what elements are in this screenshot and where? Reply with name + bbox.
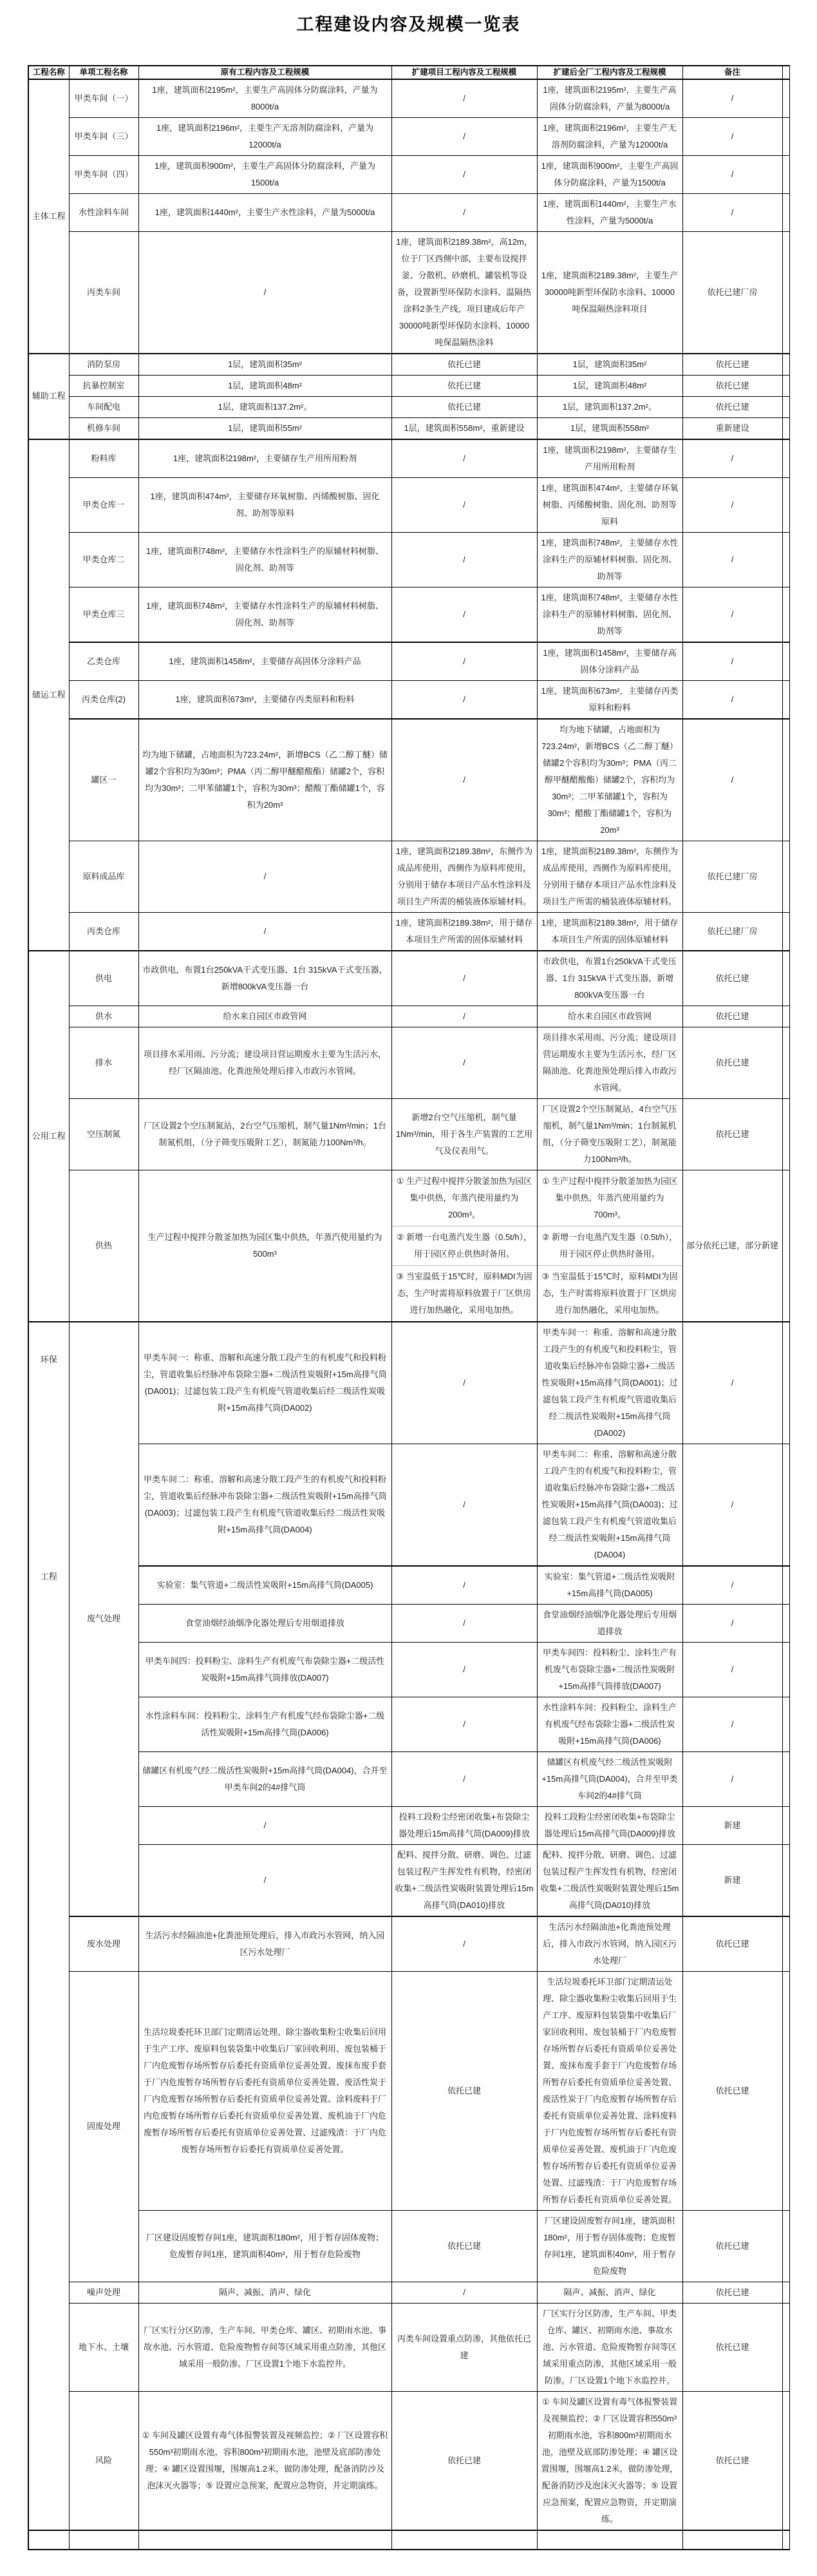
table-row [28,2210,789,2282]
col-header-project-name: 工程名称 [28,66,69,79]
after-expansion-cell: 1层，建筑面积48m² [537,375,682,396]
table-row [28,841,789,912]
table-row [28,354,789,376]
expansion-cell: / [391,2282,537,2303]
sub-part: ③ 当室温低于15℃时，原料MDI为固态，生产时需将原料放置于厂区烘房进行加热融化，采用电加热。 [538,1265,682,1321]
after-expansion-cell: 投料工段粉尘经密闭收集+布袋除尘器处理后15m高排气筒(DA009)排放 [537,1806,682,1844]
sub-project-name-cell: 粉料库 [69,439,138,478]
after-expansion-cell: 1座，建筑面积2189.38m²，主要生产30000吨新型环保防水涂料、10000吨保温隔热涂料项目 [537,231,682,354]
remark-cell: / [682,642,782,681]
expansion-cell: / [391,1604,537,1642]
expansion-cell: / [391,155,537,193]
stub-cell [782,417,789,439]
existing-cell: 厂区设置2个空压制氮站，2台空气压缩机，制气量1Nm³/min；1台制氮机组，（分子筛变压吸附工艺），制氮能力100Nm³/h。 [138,1098,391,1170]
table-body [28,79,789,2550]
stub-cell [782,680,789,719]
remark-cell: 依托已建 [682,1916,782,1972]
after-expansion-cell: 1座，建筑面积1440m²，主要生产水性涂料，产量为5000t/a [537,193,682,231]
table-row [28,117,789,155]
existing-cell: 1层，建筑面积55m² [138,417,391,439]
after-expansion-cell [537,1170,682,1322]
expansion-cell: / [391,587,537,642]
group-name-cell: 环保 工程 [28,1322,69,2530]
sub-project-name-cell: 供电 [69,951,138,1006]
existing-cell: 生活垃圾委托环卫部门定期清运处理、除尘器收集粉尘收集后回用于生产工序、废原料包装袋集中收集后厂家回收利用、废包装桶于厂内危废暂存场所暂存后委托有资质单位妥善处置、废抹布废手套于厂内危废暂存场所暂存后委托有资质单位妥善处置、废活性炭于厂内危废暂存场所暂存后委托有资质单位妥善处置、涂料废料于厂内危废暂存场所暂存后委托有资质单位妥善处置、废机油于厂内危废暂存场所暂存后委托有资质单位妥善处置、过滤残渣：于厂内危废暂存场所暂存后委托有资质单位妥善处置。 [138,1971,391,2210]
sub-project-name-cell: 原料成品库 [69,841,138,912]
expansion-cell: / [391,680,537,719]
expansion-cell [391,2530,537,2550]
remark-cell: / [682,1751,782,1806]
remark-cell: 依托已建 [682,1027,782,1098]
expansion-cell: 依托已建 [391,1971,537,2210]
expansion-cell: / [391,719,537,841]
stub-cell [782,1604,789,1642]
remark-cell: 部分依托已建，部分新建 [682,1170,782,1322]
expansion-cell: 投料工段粉尘经密闭收集+布袋除尘器处理后15m高排气筒(DA009)排放 [391,1806,537,1844]
table-row [28,1642,789,1697]
existing-cell: 储罐区有机废气经二级活性炭吸附+15m高排气筒(DA004)，合并至甲类车间2的4#排气筒 [138,1751,391,1806]
remark-cell: / [682,117,782,155]
table-row [28,1566,789,1605]
stub-cell [782,1971,789,2210]
stub-cell [782,2282,789,2303]
remark-cell: 依托已建厂房 [682,841,782,912]
after-expansion-cell: 1座，建筑面积748m²，主要储存水性涂料生产的原辅材料树脂、固化剂、助剂等 [537,532,682,587]
remark-cell: / [682,1604,782,1642]
existing-cell: 市政供电，布置1台250kVA干式变压器、1台 315kVA干式变压器，新增800kVA变压器一台 [138,951,391,1006]
existing-cell: / [138,1806,391,1844]
sub-project-name-cell: 车间配电 [69,396,138,417]
expansion-cell: / [391,951,537,1006]
after-expansion-cell: 1座，建筑面积2189.38m²，东侧作为成品库使用，西侧作为原料库使用，分别用于储存本项目产品水性涂料及项目生产所需的桶装液体原辅材料。 [537,841,682,912]
expansion-cell: 依托已建 [391,2391,537,2530]
existing-cell: / [138,912,391,951]
page-title: 工程建设内容及规模一览表 [296,15,521,34]
stub-cell [782,375,789,396]
header-row [28,66,789,79]
sub-project-name-cell: 废水处理 [69,1916,138,1972]
existing-cell: / [138,841,391,912]
existing-cell: 生产过程中搅拌分散釜加热为园区集中供热，年蒸汽使用量约为500m³ [138,1170,391,1322]
stub-cell [782,79,789,118]
sub-project-name-cell: 供热 [69,1170,138,1322]
expansion-cell: 1座，建筑面积2189.38m²，东侧作为成品库使用，西侧作为原料库使用，分别用于储存本项目产品水性涂料及项目生产所需的桶装液体原辅材料。 [391,841,537,912]
existing-cell: / [138,231,391,354]
table-row [28,1806,789,1844]
expansion-cell: 依托已建 [391,396,537,417]
after-expansion-cell: 给水来自园区市政管网 [537,1006,682,1027]
existing-cell: 1座，建筑面积2195m²，主要生产高固体分防腐涂料，产量为8000t/a [138,79,391,118]
remark-cell: / [682,1697,782,1751]
table-row [28,396,789,417]
after-expansion-cell: 厂区实行分区防渗，生产车间、甲类仓库、罐区、初期雨水池、事故水池、污水管道、危险废物暂存间等区域采用重点防渗，其他区域采用一般防渗。厂区设置1个地下水监控井。 [537,2303,682,2391]
sub-project-name-cell [69,2530,138,2550]
stub-cell [782,193,789,231]
group-name-cell: 公用工程 [28,951,69,1322]
table-row [28,193,789,231]
stub-cell [782,912,789,951]
after-expansion-cell: 市政供电，布置1台250kVA干式变压器、1台 315kVA干式变压器，新增800kVA变压器一台 [537,951,682,1006]
after-expansion-cell: 甲类车间一：称重、溶解和高速分散工段产生的有机废气和投料粉尘，管道收集后经脉冲布袋除尘器+二级活性炭吸附+15m高排气筒(DA001)；过滤包装工段产生有机废气管道收集后经二级活性炭吸附+15m高排气筒(DA002) [537,1322,682,1444]
table-row [28,1697,789,1751]
after-expansion-cell: 配料、搅拌分散、研磨、调色、过滤包装过程产生挥发性有机物，经密闭收集+二级活性炭吸附装置处理后15m高排气筒(DA010)排放 [537,1844,682,1916]
expansion-cell: / [391,1642,537,1697]
remark-cell: 依托已建厂房 [682,231,782,354]
existing-cell: 1座，建筑面积900m²，主要生产高固体分防腐涂料，产量为1500t/a [138,155,391,193]
table-row [28,79,789,118]
expansion-cell: / [391,1751,537,1806]
expansion-cell [391,1170,537,1322]
existing-cell: 实验室：集气管道+二级活性炭吸附+15m高排气筒(DA005) [138,1566,391,1605]
after-expansion-cell: 项目排水采用雨、污分流；建设项目营运期废水主要为生活污水，经厂区隔油池、化粪池预处理后排入市政污水管网。 [537,1027,682,1098]
after-expansion-cell: 生活污水经隔油池+化粪池预处理后，排入市政污水管网，纳入园区污水处理厂 [537,1916,682,1972]
remark-cell: / [682,1444,782,1566]
expansion-cell: 依托已建 [391,2210,537,2282]
sub-project-name-cell: 消防泵房 [69,354,138,376]
remark-cell: / [682,439,782,478]
stub-cell [782,1098,789,1170]
sub-project-name-cell: 甲类车间（四） [69,155,138,193]
table-row [28,417,789,439]
remark-cell: 依托已建 [682,354,782,376]
sub-project-name-cell: 甲类仓库三 [69,587,138,642]
stub-cell [782,155,789,193]
after-expansion-cell: 实验室：集气管道+二级活性炭吸附+15m高排气筒(DA005) [537,1566,682,1605]
remark-cell: 依托已建 [682,375,782,396]
existing-cell: 甲类车间二：称重、溶解和高速分散工段产生的有机废气和投料粉尘，管道收集后经脉冲布袋除尘器+二级活性炭吸附+15m高排气筒(DA003)；过滤包装工段产生有机废气管道收集后经二级活性炭吸附+15m高排气筒(DA004) [138,1444,391,1566]
sub-project-name-cell: 水性涂料车间 [69,193,138,231]
col-header-after-expansion-content: 扩建后全厂工程内容及工程规模 [537,66,682,79]
expansion-cell: 新增2台空气压缩机，制气量1Nm³/min，用于各生产装置的工艺用气及仪表用气。 [391,1098,537,1170]
remark-cell: / [682,680,782,719]
table-row [28,532,789,587]
remark-cell: / [682,477,782,532]
remark-cell: / [682,587,782,642]
existing-cell: 1座，建筑面积1458m²，主要储存高固体分涂料产品 [138,642,391,681]
expansion-cell: / [391,642,537,681]
stub-cell [782,1170,789,1322]
stub-cell [782,477,789,532]
remark-cell: 依托已建 [682,396,782,417]
sub-project-name-cell: 排水 [69,1027,138,1098]
stub-cell [782,1697,789,1751]
remark-cell: 依托已建 [682,951,782,1006]
stub-cell [782,1566,789,1605]
stub-cell [782,2391,789,2530]
expansion-cell: 1座，建筑面积2189.38m²，用于储存本项目生产所需的固体原辅材料 [391,912,537,951]
stub-cell [782,642,789,681]
expansion-cell: / [391,193,537,231]
table-row [28,719,789,841]
stub-cell [782,532,789,587]
sub-project-name-cell: 乙类仓库 [69,642,138,681]
table-row [28,1971,789,2210]
expansion-cell: / [391,79,537,118]
sub-part: ③ 当室温低于15℃时，原料MDI为固态，生产时需将原料放置于厂区烘房进行加热融化，采用电加热。 [392,1265,537,1321]
stub-cell [782,2303,789,2391]
existing-cell: 1层，建筑面积35m² [138,354,391,376]
col-header-remarks: 备注 [682,66,782,79]
stub-cell [782,2210,789,2282]
after-expansion-cell: 1座，建筑面积2189.38m²，用于储存本项目生产所需的固体原辅材料 [537,912,682,951]
remark-cell: 依托已建 [682,2303,782,2391]
stub-cell [782,1916,789,1972]
table-row [28,375,789,396]
expansion-cell: / [391,1916,537,1972]
stub-cell [782,1444,789,1566]
remark-cell: / [682,1566,782,1605]
sub-part: ② 新增一台电蒸汽发生器（0.5t/h），用于园区停止供热时备用。 [538,1226,682,1265]
stub-cell [782,1322,789,1444]
stub-cell [782,1006,789,1027]
col-header-sub-project-name: 单项工程名称 [69,66,138,79]
sub-project-name-cell: 丙类仓库(2) [69,680,138,719]
table-row [28,1027,789,1098]
remark-cell: 依托已建 [682,1971,782,2210]
table-row [28,1844,789,1916]
existing-cell: 均为地下储罐，占地面积为723.24m²，新增BCS（乙二醇丁醚）储罐2个容积均为30m³；PMA（丙二醇甲醚醋酸酯）储罐2个，容积均为30m³；二甲苯储罐1个，容积为30m³；醋酸丁酯储罐1个，容积为20m³ [138,719,391,841]
stub-header-cell [782,66,789,79]
existing-cell: 1层，建筑面积48m² [138,375,391,396]
after-expansion-cell: 1座，建筑面积2198m²，主要储存生产用所用粉剂 [537,439,682,478]
existing-cell: 厂区实行分区防渗，生产车间、甲类仓库、罐区、初期雨水池、事故水池、污水管道、危险废物暂存间等区域采用重点防渗，其他区域采用一般防渗。厂区设置1个地下水监控井。 [138,2303,391,2391]
existing-cell [138,2530,391,2550]
col-header-existing-content: 原有工程内容及工程规模 [138,66,391,79]
after-expansion-cell: 1层，建筑面积35m² [537,354,682,376]
table-row [28,231,789,354]
expansion-cell: 依托已建 [391,375,537,396]
sub-project-name-cell: 甲类仓库二 [69,532,138,587]
expansion-cell: / [391,1697,537,1751]
stub-cell [782,117,789,155]
expansion-cell: 1层，建筑面积558m²，重新建设 [391,417,537,439]
after-expansion-cell: 储罐区有机废气经二级活性炭吸附+15m高排气筒(DA004)，合并至甲类车间2的4#排气筒 [537,1751,682,1806]
table-row [28,1916,789,1972]
after-expansion-cell [537,2530,682,2550]
sub-project-name-cell: 废气处理 [69,1322,138,1916]
after-expansion-cell: 1座，建筑面积1458m²，主要储存高固体分涂料产品 [537,642,682,681]
remark-cell: 依托已建 [682,2282,782,2303]
sub-project-name-cell: 丙类仓库 [69,912,138,951]
sub-project-name-cell: 供水 [69,1006,138,1027]
remark-cell: / [682,193,782,231]
expansion-cell: / [391,1322,537,1444]
existing-cell: 食堂油烟经油烟净化器处理后专用烟道排放 [138,1604,391,1642]
stub-cell [782,719,789,841]
remark-cell: 依托已建厂房 [682,912,782,951]
existing-cell: 给水来自园区市政管网 [138,1006,391,1027]
remark-cell: 依托已建 [682,2210,782,2282]
sub-project-name-cell: 抗暴控制室 [69,375,138,396]
after-expansion-cell: 1层，建筑面积558m² [537,417,682,439]
expansion-cell: / [391,477,537,532]
table-row [28,1444,789,1566]
remark-cell: 依托已建 [682,1006,782,1027]
after-expansion-cell: 1座，建筑面积2195m²，主要生产高固体分防腐涂料，产量为8000t/a [537,79,682,118]
stub-cell [782,841,789,912]
expansion-cell: 配料、搅拌分散、研磨、调色、过滤包装过程产生挥发性有机物，经密闭收集+二级活性炭吸附装置处理后15m高排气筒(DA010)排放 [391,1844,537,1916]
existing-cell: 1座，建筑面积474m²，主要储存环氧树脂、丙烯酸树脂、固化剂、助剂等原料 [138,477,391,532]
after-expansion-cell: 隔声、减振、消声、绿化 [537,2282,682,2303]
existing-cell: 1层，建筑面积137.2m²。 [138,396,391,417]
table-row [28,951,789,1006]
expansion-cell: / [391,439,537,478]
remark-cell: / [682,532,782,587]
after-expansion-cell: 食堂油烟经油烟净化器处理后专用烟道排放 [537,1604,682,1642]
stub-cell [782,396,789,417]
after-expansion-cell: ① 车间及罐区设置有毒气体报警装置及视频监控；② 厂区设置容积550m³初期雨水池，容积800m³初期雨水池，池壁及底部防渗处理；④ 罐区设置围堰，围堰高1.2米，做防渗处理，配备消防沙及泡沫灭火器等；⑤ 设置应急预案，配置应急物资，并定期演练。 [537,2391,682,2530]
table-row [28,477,789,532]
existing-cell: 水性涂料车间：投料粉尘、涂料生产有机废气经布袋除尘器+二级活性炭吸附+15m高排气筒(DA006) [138,1697,391,1751]
table-row [28,1751,789,1806]
remark-cell: / [682,719,782,841]
sub-project-name-cell: 甲类车间（三） [69,117,138,155]
sub-project-name-cell: 空压制氮 [69,1098,138,1170]
expansion-cell: / [391,1006,537,1027]
table-row [28,1170,789,1322]
table-row [28,642,789,681]
sub-project-name-cell: 甲类车间（一） [69,79,138,118]
sub-project-name-cell: 地下水、土壤 [69,2303,138,2391]
table-row [28,1604,789,1642]
after-expansion-cell: 生活垃圾委托环卫部门定期清运处理、除尘器收集粉尘收集后回用于生产工序、废原料包装袋集中收集后厂家回收利用、废包装桶于厂内危废暂存场所暂存后委托有资质单位妥善处置、废抹布废手套于厂内危废暂存场所暂存后委托有资质单位妥善处置、废活性炭于厂内危废暂存场所暂存后委托有资质单位妥善处置、涂料废料于厂内危废暂存场所暂存后委托有资质单位妥善处置、废机油于厂内危废暂存场所暂存后委托有资质单位妥善处置、过滤残渣：于厂内危废暂存场所暂存后委托有资质单位妥善处置。 [537,1971,682,2210]
after-expansion-cell: 1座，建筑面积900m²，主要生产高固体分防腐涂料，产量为1500t/a [537,155,682,193]
existing-cell: 隔声、减振、消声、绿化 [138,2282,391,2303]
after-expansion-cell: 1层，建筑面积137.2m²。 [537,396,682,417]
group-name-cell: 辅助工程 [28,354,69,439]
table-row [28,1322,789,1444]
after-expansion-cell: 均为地下储罐，占地面积为723.24m²，新增BCS（乙二醇丁醚）储罐2个容积均为30m³；PMA（丙二醇甲醚醋酸酯）储罐2个，容积均为30m³；二甲苯储罐1个，容积为30m³；醋酸丁酯储罐1个，容积为20m³ [537,719,682,841]
remark-cell: 重新建设 [682,417,782,439]
existing-cell: / [138,1844,391,1916]
stub-cell [782,1806,789,1844]
after-expansion-cell: 1座，建筑面积474m²，主要储存环氧树脂、丙烯酸树脂、固化剂、助剂等原料 [537,477,682,532]
remark-cell: 依托已建 [682,1098,782,1170]
table-row [28,912,789,951]
table-row [28,2282,789,2303]
stub-cell [782,439,789,478]
table-row [28,587,789,642]
existing-cell: 1座，建筑面积748m²，主要储存水性涂料生产的原辅材料树脂、固化剂、助剂等 [138,587,391,642]
remark-cell: / [682,1322,782,1444]
table-row [28,1098,789,1170]
remark-cell: / [682,1642,782,1697]
stub-cell [782,951,789,1006]
existing-cell: 甲类车间一：称重、溶解和高速分散工段产生的有机废气和投料粉尘，管道收集后经脉冲布袋除尘器+二级活性炭吸附+15m高排气筒(DA001)；过滤包装工段产生有机废气管道收集后经二级活性炭吸附+15m高排气筒(DA002) [138,1322,391,1444]
table-row [28,2391,789,2530]
group-name-cell: 主体工程 [28,79,69,354]
col-header-expansion-content: 扩建项目工程内容及工程规模 [391,66,537,79]
sub-part: ① 生产过程中搅拌分散釜加热为园区集中供热，年蒸汽使用量约为200m³。 [396,1176,532,1219]
remark-cell [682,2530,782,2550]
existing-cell: 生活污水经隔油池+化粪池预处理后，排入市政污水管网，纳入园区污水处理厂 [138,1916,391,1972]
sub-part: ② 新增一台电蒸汽发生器（0.5t/h），用于园区停止供热时备用。 [392,1226,537,1265]
expansion-cell: / [391,532,537,587]
after-expansion-cell: 1座，建筑面积673m²，主要储存丙类原料和粉料 [537,680,682,719]
after-expansion-cell: 甲类车间四：投料粉尘、涂料生产有机废气布袋除尘器+二级活性炭吸附+15m高排气筒排放(DA007) [537,1642,682,1697]
expansion-cell: / [391,1566,537,1605]
sub-part: ① 生产过程中搅拌分散釜加热为园区集中供热，年蒸汽使用量约为700m³。 [541,1176,678,1219]
sub-project-name-cell: 固废处理 [69,1971,138,2282]
stub-cell [782,1751,789,1806]
existing-cell: 1座，建筑面积2196m²，主要生产无溶剂防腐涂料，产量为12000t/a [138,117,391,155]
sub-project-name-cell: 甲类仓库一 [69,477,138,532]
remark-cell: / [682,79,782,118]
stub-cell [782,1844,789,1916]
table-row [28,2303,789,2391]
expansion-cell: 丙类车间设置重点防渗，其他依托已建 [391,2303,537,2391]
sub-project-name-cell: 风险 [69,2391,138,2530]
table-row [28,1006,789,1027]
stub-cell [782,1027,789,1098]
stub-cell [782,587,789,642]
expansion-cell: / [391,117,537,155]
sub-project-name-cell: 罐区一 [69,719,138,841]
remark-cell: 依托已建 [682,2391,782,2530]
existing-cell: 1座，建筑面积2198m²，主要储存生产用所用粉剂 [138,439,391,478]
stub-cell [782,1642,789,1697]
table-row [28,439,789,478]
stub-cell [782,2530,789,2550]
sub-project-name-cell: 机修车间 [69,417,138,439]
after-expansion-cell: 水性涂料车间：投料粉尘、涂料生产有机废气经布袋除尘器+二级活性炭吸附+15m高排气筒(DA006) [537,1697,682,1751]
expansion-cell: / [391,1444,537,1566]
stub-cell [782,231,789,354]
existing-cell: 1座，建筑面积1440m²，主要生产水性涂料，产量为5000t/a [138,193,391,231]
after-expansion-cell: 1座，建筑面积748m²，主要储存水性涂料生产的原辅材料树脂、固化剂、助剂等 [537,587,682,642]
stub-cell [782,354,789,376]
project-table [28,65,790,2550]
existing-cell: 1座，建筑面积748m²，主要储存水性涂料生产的原辅材料树脂、固化剂、助剂等 [138,532,391,587]
sub-project-name-cell: 噪声处理 [69,2282,138,2303]
expansion-cell: 1座，建筑面积2189.38m²，高12m，位于厂区西侧中部，主要布设搅拌釜、分散机、砂磨机、罐装机等设备，设置新型环保防水涂料、温隔热涂料2条生产线，项目建成后年产30000吨新型环保防水涂料、10000吨保温隔热涂料 [391,231,537,354]
group-name-cell: 储运工程 [28,439,69,951]
after-expansion-cell: 厂区设置2个空压制氮站，4台空气压缩机，制气量1Nm³/min；1台制氮机组，（分子筛变压吸附工艺），制氮能力100Nm³/h。 [537,1098,682,1170]
existing-cell: 项目排水采用雨、污分流；建设项目营运期废水主要为生活污水，经厂区隔油池、化粪池预处理后排入市政污水管网。 [138,1027,391,1098]
expansion-cell: / [391,1027,537,1098]
table-row [28,155,789,193]
existing-cell: ① 车间及罐区设置有毒气体报警装置及视频监控；② 厂区设置容积550m³初期雨水池，容积800m³初期雨水池，池壁及底部防渗处理；④ 罐区设置围堰，围堰高1.2米，做防渗处理，配备消防沙及泡沫灭火器等；⑤ 设置应急预案，配置应急物资，并定期演练。 [138,2391,391,2530]
after-expansion-cell: 1座，建筑面积2196m²，主要生产无溶剂防腐涂料，产量为12000t/a [537,117,682,155]
table-row [28,680,789,719]
after-expansion-cell: 甲类车间二：称重、溶解和高速分散工段产生的有机废气和投料粉尘，管道收集后经脉冲布袋除尘器+二级活性炭吸附+15m高排气筒(DA003)；过滤包装工段产生有机废气管道收集后经二级活性炭吸附+15m高排气筒(DA004) [537,1444,682,1566]
existing-cell: 甲类车间四：投料粉尘、涂料生产有机废气布袋除尘器+二级活性炭吸附+15m高排气筒排放(DA007) [138,1642,391,1697]
table-row [28,2530,789,2550]
sub-project-name-cell: 丙类车间 [69,231,138,354]
remark-cell: 新建 [682,1806,782,1844]
after-expansion-cell: 厂区建设固废暂存间1座，建筑面积180m²，用于暂存固体废物；危废暂存间1座，建筑面积40m²，用于暂存危险废物 [537,2210,682,2282]
expansion-cell: 依托已建 [391,354,537,376]
existing-cell: 1座，建筑面积673m²，主要储存丙类原料和粉料 [138,680,391,719]
existing-cell: 厂区建设固废暂存间1座，建筑面积180m²，用于暂存固体废物；危废暂存间1座，建筑面积40m²，用于暂存危险废物 [138,2210,391,2282]
group-name-cell [28,2530,69,2550]
remark-cell: / [682,155,782,193]
remark-cell: 新建 [682,1844,782,1916]
